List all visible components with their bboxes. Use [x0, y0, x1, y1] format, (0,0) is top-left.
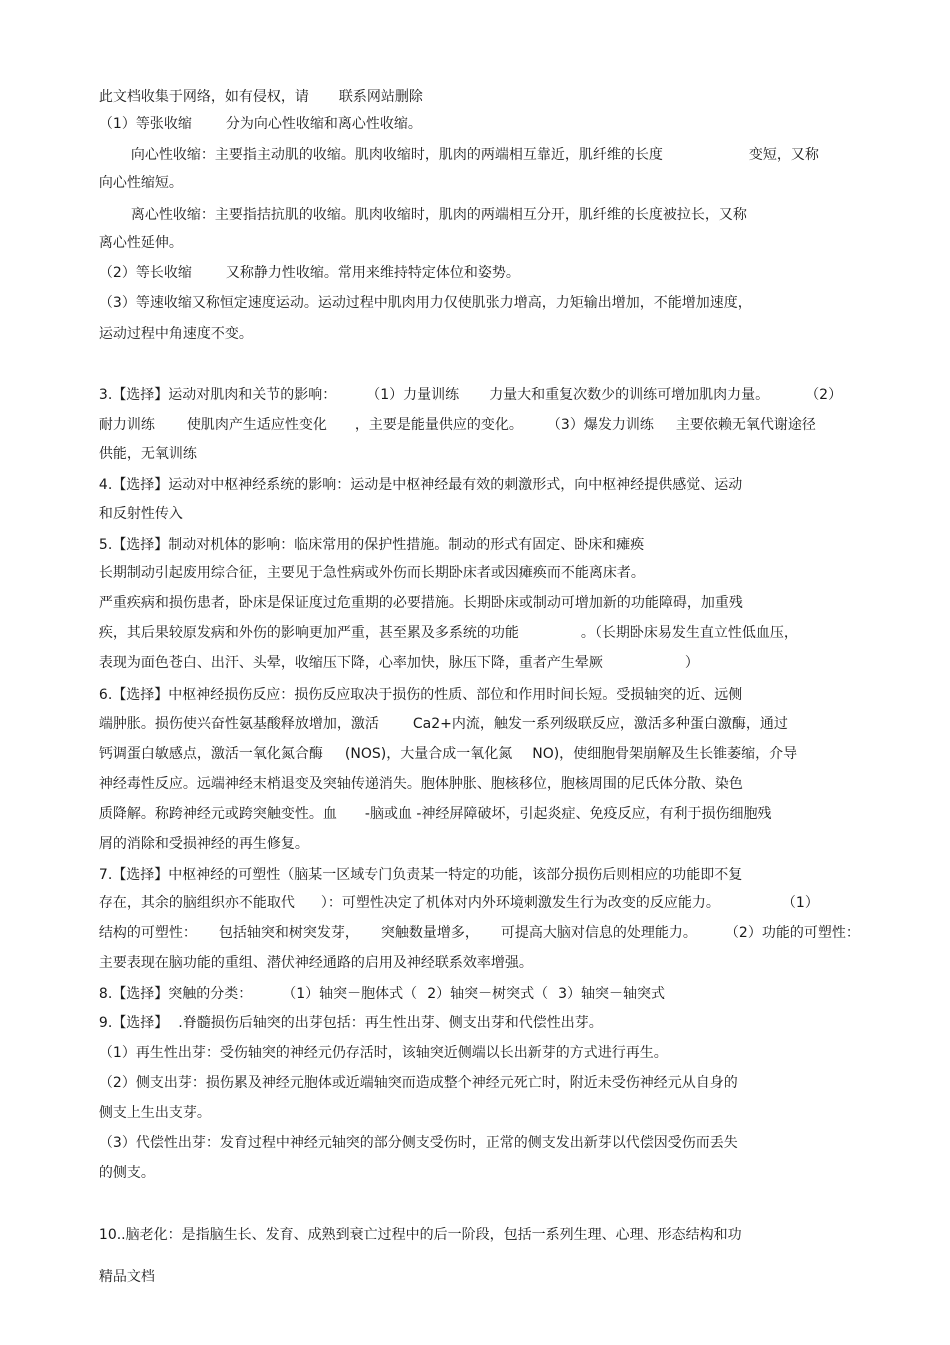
footer-label [90, 1250, 155, 1286]
text-segment: （2） [805, 387, 843, 403]
text-segment: 屑的消除和受损神经的再生修复。 [98, 836, 309, 852]
text-segment: 端肿胀。损伤使兴奋性氨基酸释放增加，激活 [98, 716, 379, 732]
text-segment: 主要表现在脑功能的重组、潜伏神经通路的启用及神经联系效率增强。 [98, 955, 533, 971]
text-segment: 严重疾病和损伤患者，卧床是保证度过危重期的必要措施。长期卧床或制动可增加新的功能障碍，加重残 [98, 595, 743, 611]
text-line [122, 188, 747, 224]
text-segment: （1）再生性出芽：受伤轴突的神经元仍存活时，该轴突近侧端以长出新芽的方式进行再生。 [98, 1045, 668, 1061]
footer-label-text: 精品文档 [98, 1269, 155, 1285]
text-segment: 包括轴突和树突发芽， [218, 925, 359, 941]
text-segment: ） [684, 655, 699, 671]
text-segment: 分为向心性收缩和离心性收缩。 [225, 116, 422, 132]
text-line [90, 636, 699, 672]
text-segment: 侧支上生出支芽。 [98, 1105, 211, 1121]
text-segment: .脊髓损伤后轴突的出芽包括：再生性出芽、侧支出芽和代偿性出芽。 [178, 1015, 603, 1031]
text-segment: （2）侧支出芽：损伤累及神经元胞体或近端轴突而造成整个神经元死亡时，附近未受伤神经元从自身的 [98, 1075, 738, 1091]
text-segment: 向心性收缩：主要指主动肌的收缩。肌肉收缩时，肌肉的两端相互靠近，肌纤维的长度 [130, 147, 663, 163]
text-segment: NO)，使细胞骨架崩解及生长锥萎缩，介导 [532, 746, 798, 762]
text-segment: 离心性延伸。 [98, 235, 183, 251]
text-line [90, 156, 183, 192]
text-segment: （2）功能的可塑性： [724, 925, 860, 941]
text-segment: 。（长期卧床易发生直立性低血压， [580, 625, 798, 641]
text-segment: 钙调蛋白敏感点，激活一氧化氮合酶 [98, 746, 323, 762]
header-notice-tail: 联系网站删除 [338, 89, 423, 105]
text-segment: 主要依赖无氧代谢途径 [675, 417, 816, 433]
text-segment: （3）爆发力训练 [546, 417, 654, 433]
text-segment: 离心性收缩：主要指拮抗肌的收缩。肌肉收缩时，肌肉的两端相互分开，肌纤维的长度被拉长，又称 [130, 207, 747, 223]
text-segment: 3.【选择】运动对肌肉和关节的影响： [98, 387, 337, 403]
text-segment: -脑或血 -神经屏障破坏，引起炎症、免疫反应，有利于损伤细胞残 [364, 806, 772, 822]
text-segment: 变短，又称 [748, 147, 819, 163]
text-segment: 向心性缩短。 [98, 175, 183, 191]
text-segment: 质降解。称跨神经元或跨突触变性。血 [98, 806, 337, 822]
text-segment: ）：可塑性决定了机体对内外环境刺激发生行为改变的反应能力。 [320, 895, 720, 911]
text-segment: 运动过程中角速度不变。 [98, 326, 253, 342]
text-segment: 3）轴突－轴突式 [558, 986, 666, 1002]
text-line [90, 398, 816, 434]
text-segment: 和反射性传入 [98, 506, 183, 522]
text-segment: 8.【选择】突触的分类： [98, 986, 253, 1002]
text-segment: 长期制动引起废用综合征，主要见于急性病或外伤而长期卧床者或因瘫痪而不能离床者。 [98, 565, 645, 581]
text-segment: 使肌肉产生适应性变化 [186, 417, 327, 433]
text-segment: （1）等张收缩 [98, 116, 192, 132]
text-segment: 10..脑老化：是指脑生长、发育、成熟到衰亡过程中的后一阶段，包括一系列生理、心理、形态结构和功 [98, 1227, 742, 1243]
text-segment: （3）等速收缩又称恒定速度运动。运动过程中肌肉用力仅使肌张力增高，力矩输出增加，不能增加速度， [98, 295, 752, 311]
text-line [122, 128, 819, 164]
text-segment: 9.【选择】 [98, 1015, 169, 1031]
text-segment: 表现为面色苍白、出汗、头晕，收缩压下降，心率加快，脉压下降，重者产生晕厥 [98, 655, 603, 671]
text-line [90, 1208, 742, 1244]
text-segment: ，主要是能量供应的变化。 [354, 417, 523, 433]
text-segment: （1）轴突－胞体式（ [282, 986, 418, 1002]
text-segment: 5.【选择】制动对机体的影响：临床常用的保护性措施。制动的形式有固定、卧床和瘫痪 [98, 537, 645, 553]
text-line [90, 458, 742, 494]
text-line [90, 307, 253, 343]
text-segment: (NOS)，大量合成一氧化氮 [344, 746, 513, 762]
text-segment: Ca2+内流，触发一系列级联反应，激活多种蛋白激酶，通过 [412, 716, 788, 732]
text-line [90, 1116, 738, 1152]
text-segment: （1） [781, 895, 819, 911]
text-line [90, 1146, 155, 1182]
text-segment: 可提高大脑对信息的处理能力。 [500, 925, 697, 941]
text-segment: （2）等长收缩 [98, 265, 192, 281]
text-segment: 耐力训练 [98, 417, 155, 433]
text-segment: （3）代偿性出芽：发育过程中神经元轴突的部分侧支受伤时，正常的侧支发出新芽以代偿因受伤而丢失 [98, 1135, 738, 1151]
text-segment: 供能，无氧训练 [98, 446, 197, 462]
text-segment: 疾，其后果较原发病和外伤的影响更加严重，甚至累及多系统的功能 [98, 625, 519, 641]
text-segment: （1）力量训练 [366, 387, 460, 403]
text-segment: 存在，其余的脑组织亦不能取代 [98, 895, 295, 911]
text-segment: 4.【选择】运动对中枢神经系统的影响：运动是中枢神经最有效的刺激形式，向中枢神经提供感觉、运动 [98, 477, 743, 493]
text-segment: 7.【选择】中枢神经的可塑性（脑某一区域专门负责某一特定的功能，该部分损伤后则相应的功能即不复 [98, 867, 743, 883]
text-segment: 力量大和重复次数少的训练可增加肌肉力量。 [489, 387, 770, 403]
text-segment: 结构的可塑性： [98, 925, 197, 941]
text-segment: 突触数量增多， [380, 925, 479, 941]
text-segment: 的侧支。 [98, 1165, 155, 1181]
text-segment: 2）轴突－树突式（ [427, 986, 549, 1002]
text-segment: 又称静力性收缩。常用来维持特定体位和姿势。 [225, 265, 520, 281]
header-notice-text: 此文档收集于网络，如有侵权，请 [98, 89, 309, 105]
text-segment: 神经毒性反应。远端神经末梢退变及突轴传递消失。胞体肿胀、胞核移位，胞核周围的尼氏体分散、染色 [98, 776, 743, 792]
text-segment: 6.【选择】中枢神经损伤反应：损伤反应取决于损伤的性质、部位和作用时间长短。受损轴突的近、远侧 [98, 687, 743, 703]
